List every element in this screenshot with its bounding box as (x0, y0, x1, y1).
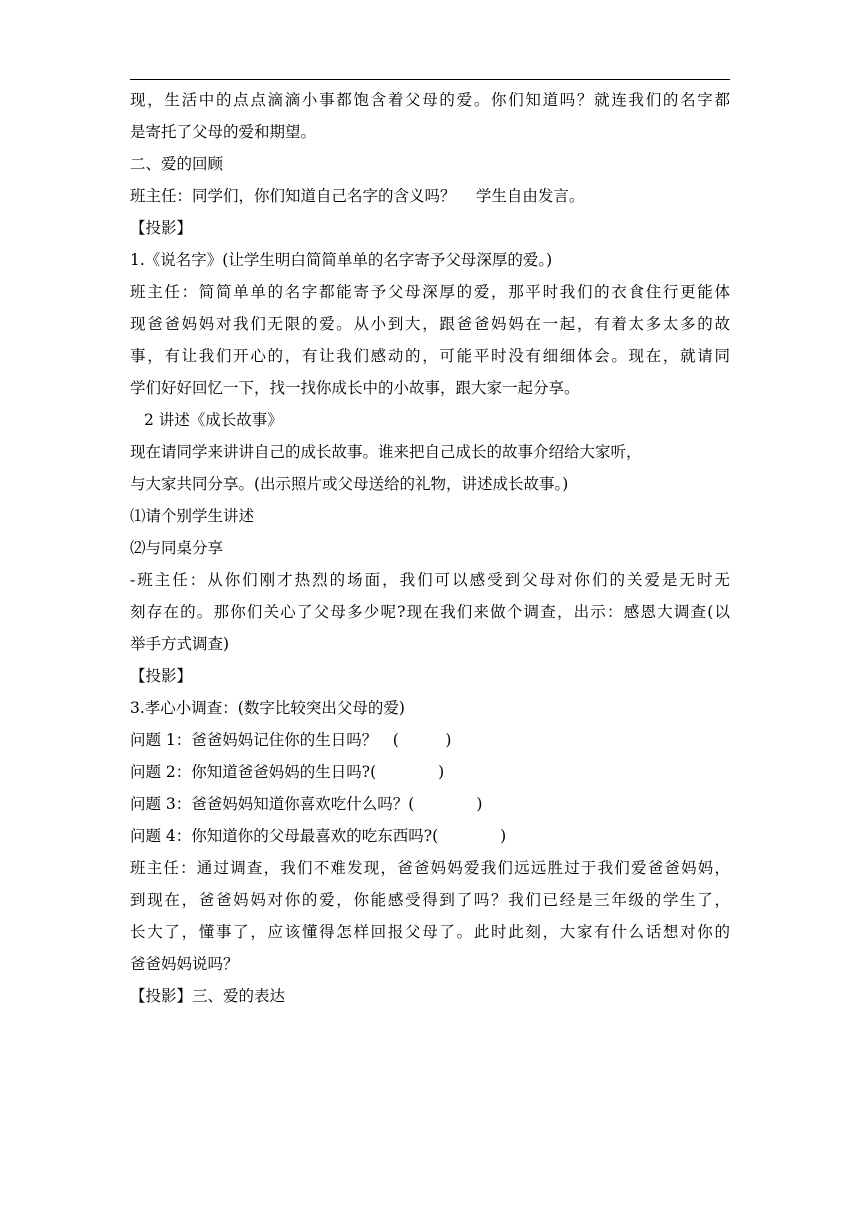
list-item: 1.《说名字》(让学生明白简简单单的名字寄予父母深厚的爱。) (130, 251, 553, 269)
list-item: ⑴请个别学生讲述 (130, 507, 255, 525)
paragraph-line: 爸爸妈妈说吗？ (130, 955, 239, 973)
header-rule (130, 79, 730, 80)
paragraph-line: 班主任：同学们，你们知道自己名字的含义吗？ 学生自由发言。 (130, 187, 585, 205)
list-item: 2 讲述《成长故事》 (144, 411, 283, 429)
paragraph-line: 班主任：简简单单的名字都能寄予父母深厚的爱，那平时我们的衣食住行更能体 (130, 283, 730, 301)
section-heading: 二、爱的回顾 (130, 155, 224, 173)
paragraph-line: 与大家共同分享。(出示照片或父母送给的礼物，讲述成长故事。) (130, 475, 569, 493)
list-item: ⑵与同桌分享 (130, 539, 224, 557)
paragraph-line: -班主任：从你们刚才热烈的场面，我们可以感受到父母对你们的关爱是无时无 (130, 571, 730, 589)
survey-question: 问题 2：你知道爸爸妈妈的生日吗?( ) (130, 763, 445, 781)
paragraph-line: 现，生活中的点点滴滴小事都饱含着父母的爱。你们知道吗？就连我们的名字都 (130, 91, 730, 109)
paragraph-line: 刻存在的。那你们关心了父母多少呢?现在我们来做个调查，出示：感恩大调查(以 (130, 603, 730, 621)
paragraph-line: 学们好好回忆一下，找一找你成长中的小故事，跟大家一起分享。 (130, 379, 580, 397)
paragraph-line: 到现在，爸爸妈妈对你的爱，你能感受得到了吗？我们已经是三年级的学生了， (130, 891, 730, 909)
survey-question: 问题 3：爸爸妈妈知道你喜欢吃什么吗？( ) (130, 795, 483, 813)
section-heading: 【投影】三、爱的表达 (130, 987, 286, 1005)
paragraph-line: 现在请同学来讲讲自己的成长故事。谁来把自己成长的故事介绍给大家听， (130, 443, 642, 461)
list-item: 3.孝心小调查：(数字比较突出父母的爱) (130, 699, 405, 717)
survey-question: 问题 4：你知道你的父母最喜欢的吃东西吗?( ) (130, 827, 507, 845)
projection-label: 【投影】 (130, 219, 193, 237)
paragraph-line: 是寄托了父母的爱和期望。 (130, 123, 317, 141)
projection-label: 【投影】 (130, 667, 193, 685)
paragraph-line: 举手方式调查) (130, 635, 230, 653)
survey-question: 问题 1：爸爸妈妈记住你的生日吗？ ( ) (130, 731, 452, 749)
paragraph-line: 长大了，懂事了，应该懂得怎样回报父母了。此时此刻，大家有什么话想对你的 (130, 923, 730, 941)
document-body (130, 84, 730, 1012)
paragraph-line: 班主任：通过调查，我们不难发现，爸爸妈妈爱我们远远胜过于我们爱爸爸妈妈， (130, 859, 730, 877)
paragraph-line: 现爸爸妈妈对我们无限的爱。从小到大，跟爸爸妈妈在一起，有着太多太多的故 (130, 315, 730, 333)
paragraph-line: 事，有让我们开心的，有让我们感动的，可能平时没有细细体会。现在，就请同 (130, 347, 730, 365)
